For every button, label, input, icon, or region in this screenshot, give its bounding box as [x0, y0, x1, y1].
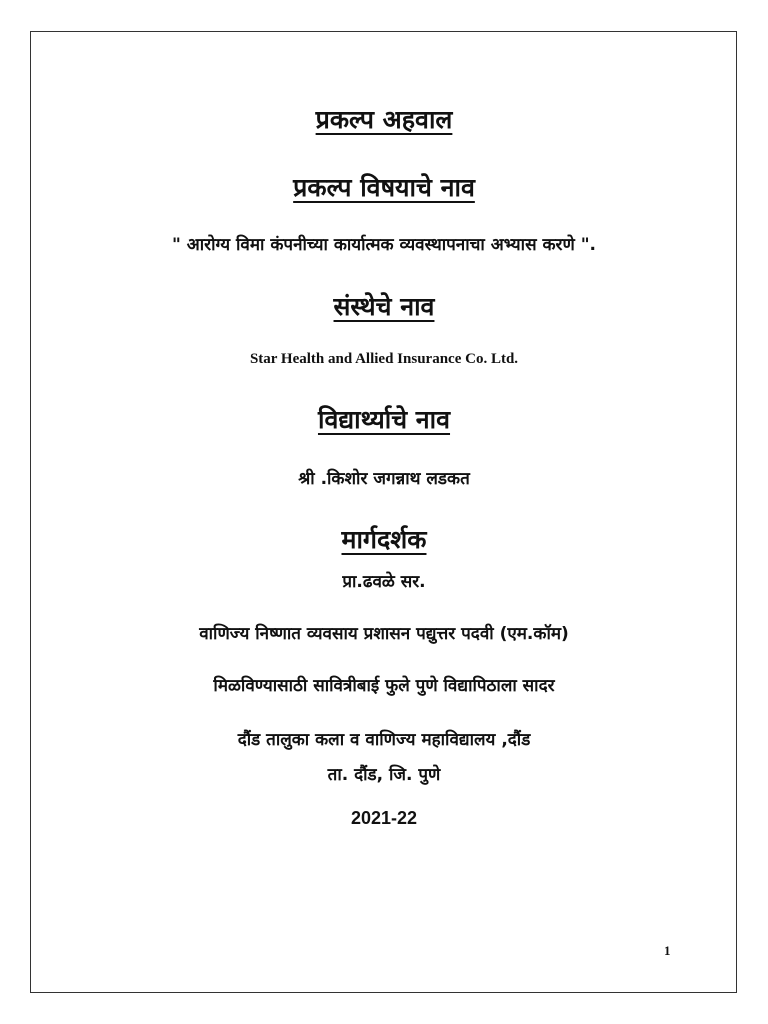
project-subject: " आरोग्य विमा कंपनीच्या कार्यात्मक व्यवस्थापनाचा अभ्यास करणे ". — [171, 235, 597, 255]
report-title: प्रकल्प अहवाल — [315, 105, 453, 134]
university-line: मिळविण्यासाठी सावित्रीबाई फुले पुणे विद्यापिठाला सादर — [213, 676, 555, 696]
guide-name: प्रा.ढवळे सर. — [342, 572, 426, 592]
organization-heading: संस्थेचे नाव — [333, 292, 435, 321]
organization-name: Star Health and Allied Insurance Co. Ltd. — [249, 351, 519, 367]
college-line: दौंड तालुका कला व वाणिज्य महाविद्यालय ,दौंड — [237, 730, 531, 750]
degree-line: वाणिज्य निष्णात व्यवसाय प्रशासन पद्युत्तर पदवी (एम.कॉम) — [199, 624, 569, 644]
subject-heading: प्रकल्प विषयाचे नाव — [293, 173, 475, 202]
academic-year: 2021-22 — [350, 808, 418, 828]
page-number: 1 — [664, 943, 671, 958]
guide-heading: मार्गदर्शक — [341, 525, 427, 554]
student-heading: विद्यार्थ्याचे नाव — [317, 405, 451, 434]
location-line: ता. दौंड, जि. पुणे — [327, 765, 441, 785]
student-name: श्री .किशोर जगन्नाथ लडकत — [298, 469, 470, 489]
